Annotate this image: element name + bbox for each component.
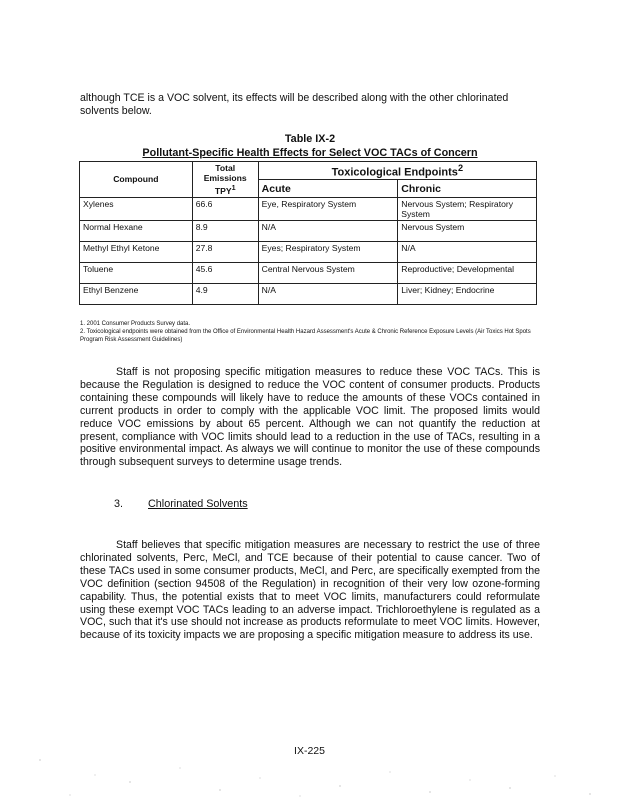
cell-chronic: Nervous System [398, 220, 537, 241]
section-heading [114, 498, 248, 510]
header-toxicological-endpoints [258, 162, 536, 180]
footnote-2: 2. Toxicological endpoints were obtained from the Office of Environmental Health Hazard Assessment's Acute & Chronic Reference Exposure Levels (Air Toxics Hot Spots Program Risk Assessment Guidelines) [80, 329, 531, 343]
paragraph-mitigation [80, 366, 540, 469]
header-emissions-line1: Total [215, 163, 236, 173]
cell-emissions: 4.9 [192, 283, 258, 304]
section-title: Chlorinated Solvents [148, 498, 248, 510]
header-total-emissions [192, 162, 258, 198]
table-row [80, 241, 537, 262]
footnote-ref-2: 2 [457, 163, 464, 174]
table-row [80, 220, 537, 241]
section-number: 3. [114, 498, 124, 510]
header-chronic: Chronic [398, 180, 537, 198]
cell-emissions: 27.8 [192, 241, 258, 262]
header-emissions-line3: TPY [214, 185, 232, 196]
table-caption: Pollutant-Specific Health Effects for Select VOC TACs of Concern [142, 147, 478, 159]
table-title [80, 132, 540, 160]
cell-chronic: Reproductive; Developmental [398, 262, 537, 283]
table-footnotes [80, 320, 540, 344]
paragraph-chlorinated [80, 539, 540, 642]
cell-chronic: Nervous System; Respiratory System [398, 197, 537, 220]
header-acute: Acute [258, 180, 398, 198]
cell-emissions: 66.6 [192, 197, 258, 220]
cell-acute: N/A [258, 283, 398, 304]
header-emissions-line2: Emissions [203, 173, 247, 183]
header-compound: Compound [80, 162, 193, 198]
voc-health-effects-table [79, 161, 537, 305]
table-row [80, 262, 537, 283]
table-number: Table IX-2 [284, 133, 336, 145]
cell-acute: Eye, Respiratory System [258, 197, 398, 220]
cell-compound: Normal Hexane [80, 220, 193, 241]
paragraph-mitigation-text: Staff is not proposing specific mitigation measures to reduce these VOC TACs. This is because the Regulation is designed to reduce the VOC content of consumer products. Products containing these compounds will likely have to reduce the amounts of these VOCs contained in current products in order to comply with the applicable VOC limit. The proposed limits would reduce VOC emissions by about 65 percent. Although we can not quantify the reduction at present, compliance with VOC limits should lead to a reduction in the use of TACs, resulting in a positive environmental impact. As always we will continue to monitor the use of these compounds through subsequent surveys to determine usage trends. [80, 366, 540, 469]
table-row [80, 283, 537, 304]
footnote-1: 1. 2001 Consumer Products Survey data. [80, 321, 191, 327]
cell-compound: Methyl Ethyl Ketone [80, 241, 193, 262]
cell-acute: N/A [258, 220, 398, 241]
cell-compound: Toluene [80, 262, 193, 283]
cell-acute: Eyes; Respiratory System [258, 241, 398, 262]
cell-emissions: 8.9 [192, 220, 258, 241]
cell-chronic: Liver; Kidney; Endocrine [398, 283, 537, 304]
intro-paragraph: although TCE is a VOC solvent, its effects will be described along with the other chlorinated solvents below. [80, 92, 509, 117]
cell-emissions: 45.6 [192, 262, 258, 283]
page-number: IX-225 [294, 745, 325, 757]
cell-acute: Central Nervous System [258, 262, 398, 283]
cell-compound: Xylenes [80, 197, 193, 220]
header-tox-label: Toxicological Endpoints [331, 166, 458, 179]
cell-chronic: N/A [398, 241, 537, 262]
cell-compound: Ethyl Benzene [80, 283, 193, 304]
scan-speckle [0, 720, 619, 800]
paragraph-chlorinated-text: Staff believes that specific mitigation measures are necessary to restrict the use of three chlorinated solvents, Perc, MeCl, and TCE because of their potential to cause cancer. Two of these TACs used in some consumer products, MeCl, and Perc, are specifically exempted from the VOC definition (section 94508 of the Regulation) in recognition of their very low ozone-forming capability. Thus, the potential exists that to meet VOC limits, manufacturers could reformulate using these exempt VOC TACs leading to an adverse impact. Trichloroethylene is regulated as a VOC, such that it's use should not increase as products reformulate to meet VOC limits. However, because of its toxicity impacts we are proposing a specific mitigation measure to address its use. [80, 539, 540, 642]
table-row [80, 197, 537, 220]
footnote-ref-1: 1 [231, 184, 236, 192]
